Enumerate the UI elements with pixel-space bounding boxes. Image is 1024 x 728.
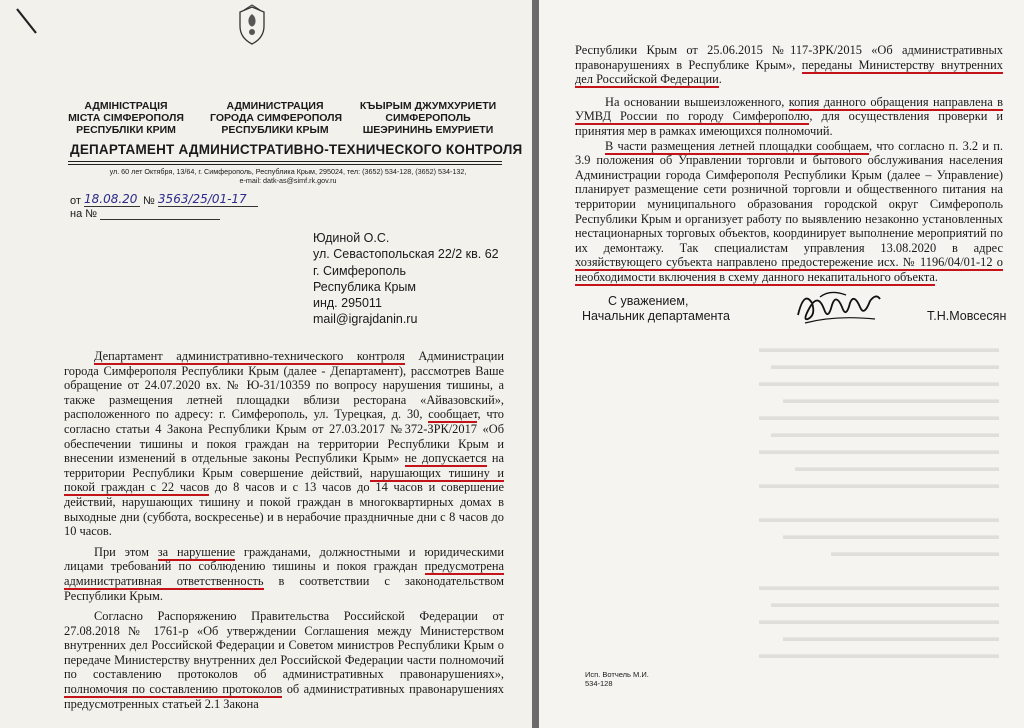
outgoing-ref (70, 192, 258, 207)
text-run: , что согласно статьи 4 Закона Республики Крым от 27.03.2017 №372-ЗРК/2017 «Об обеспечении тишины и покоя граждан на территории Республики Крым и внесении изменений в отдельные законы Республики Крым» (64, 407, 504, 466)
recipient-name: Юдиной О.С. (313, 231, 390, 245)
highlight: копия данного обращения направлена в УМВД России по городу Симферополю (575, 94, 1003, 124)
text-run: в соответствии с законодательством Республики Крым. (64, 573, 504, 603)
to-label: на № (70, 208, 98, 220)
address-text: ул. 60 лет Октября, 13/64, г. Симферополь, Республика Крым, 295024, тел: (3652) 534-128, (3652) 534-132, (109, 167, 467, 176)
org-line: СИМФЕРОПОЛЬ (385, 112, 471, 124)
ref-date: 18.08.20 (83, 192, 138, 206)
text-run: , что согласно п. 3.2 и п. 3.9 положения об Управлении торговли и бытового обслуживания населения Администрации города Симферополя Республики Крым (далее – Управление) планирует размещение сети розничной торговли и общественного питания на территории муниципального образования городской округ Симферополь Республики Крым и организует работу по выявлению незаконно установленных нестационарных торговых объектов, координирует выполнение мероприятий по их демонтажу. Так специалистам управления 13.08.2020 в адрес (575, 138, 1003, 255)
text-run: Республики Крым от 25.06.2015 №117-ЗРК/2015 «Об административных правонарушениях в Республике Крым», (575, 43, 1003, 72)
org-name-russian (210, 100, 343, 136)
signer-position: Начальник департамента (582, 309, 730, 323)
letter-body-page-1 (64, 349, 504, 711)
recipient-postcode: инд. 295011 (313, 296, 382, 311)
highlight: переданы Министерству внутренних дел Российской Федерации (575, 57, 1003, 87)
org-line: РЕСПУБЛІКИ КРИМ (76, 124, 176, 136)
paragraph (64, 349, 504, 539)
text-run: Согласно Распоряжению Правительства Российской Федерации от 27.08.2018 № 1761-р «Об утверждении Соглашения между Министерством внутренних дел Российской Федерации и Советом министров Республики Крым о передаче Министерству внутренних дел Российской Федерации части полномочий по составлению протоколов об административных правонарушениях», (64, 609, 504, 682)
pen-stroke-mark (14, 6, 40, 36)
email-text: e-mail: datk-as@simf.rk.gov.ru (239, 176, 337, 185)
executor-name: Исп. Вотчель М.И. (585, 670, 649, 679)
ref-number: 3563/25/01-17 (157, 192, 247, 206)
text-run: , для осуществления проверки и принятия мер в рамках имеющихся полномочий. (575, 109, 1003, 138)
text-run: . (718, 72, 722, 87)
number-label: № (143, 195, 155, 207)
recipient-email: mail@igrajdanin.ru (313, 312, 418, 327)
org-line: АДМІНІСТРАЦІЯ (84, 100, 168, 112)
highlight: хозяйствующего субъекта направлено предостережение исх. № 1196/04/01-12 о необходимости включения в схему данного некапитального объекта (575, 255, 1003, 284)
recipient-city: г. Симферополь (313, 263, 406, 278)
header-rule (68, 164, 502, 165)
org-line: МІСТА СІМФЕРОПОЛЯ (68, 112, 184, 124)
header-rule (68, 161, 502, 162)
highlight: предусмотрена административная ответственность (64, 559, 504, 588)
highlight: нарушающих тишину и покой граждан с 22 часов (64, 465, 504, 495)
from-label: от (70, 195, 81, 207)
executor-phone: 534-128 (585, 679, 613, 688)
department-address (108, 167, 468, 185)
incoming-ref (70, 207, 220, 220)
highlight: за нарушение (157, 544, 236, 559)
org-name-ukrainian (66, 100, 186, 136)
paragraph (575, 139, 1003, 285)
paragraph (575, 43, 1003, 87)
highlight: В части размещения летней площадки сообщаем (605, 138, 869, 153)
org-name-crimean-tatar (358, 100, 498, 136)
recipient-block (313, 230, 499, 328)
org-line: АДМИНИСТРАЦИЯ (226, 100, 324, 112)
paragraph (64, 609, 504, 711)
department-title: ДЕПАРТАМЕНТ АДМИНИСТРАТИВНО-ТЕХНИЧЕСКОГО КОНТРОЛЯ (70, 142, 523, 157)
text-run: гражданами, должностными и юридическими лицами требований по соблюдению тишины и покоя граждан (64, 544, 505, 574)
paragraph (64, 545, 504, 603)
executor-info (585, 670, 649, 688)
highlight: не допускается (404, 451, 487, 466)
text-run: об административных правонарушениях предусмотренных статьей 2.1 Закона (64, 682, 504, 711)
text-run: . (934, 269, 938, 284)
text-run: На основании вышеизложенного, (605, 94, 789, 109)
org-line: ШЕЭРИНИНЬ ЕМУРИЕТИ (362, 124, 494, 136)
bleed-through: ▬▬▬▬▬▬▬▬▬▬▬▬▬▬▬▬▬▬▬▬ ▬▬▬▬▬▬▬▬▬▬▬▬▬▬▬▬▬▬▬ ▬▬▬▬▬▬▬▬▬▬▬▬▬▬▬▬▬▬▬▬ ▬▬▬▬▬▬▬▬▬▬▬▬▬▬▬▬▬▬ ▬▬▬▬▬▬▬▬▬▬▬▬▬▬▬▬▬▬▬▬ ▬▬▬▬▬▬▬▬▬▬▬▬▬▬▬▬▬▬▬ ▬▬▬▬▬▬▬▬▬▬▬▬▬▬▬▬▬▬▬▬ ▬▬▬▬▬▬▬▬▬▬▬▬▬▬▬▬▬ ▬▬▬▬▬▬▬▬▬▬▬▬▬▬▬▬▬▬▬▬ ▬▬▬▬▬▬▬▬▬▬▬▬▬▬▬▬▬▬▬▬ ▬▬▬▬▬▬▬▬▬▬▬▬▬▬▬▬▬▬ ▬▬▬▬▬▬▬▬▬▬▬▬▬▬ ▬▬▬▬▬▬▬▬▬▬▬▬▬▬▬▬▬▬▬▬ ▬▬▬▬▬▬▬▬▬▬▬▬▬▬▬▬▬▬▬ ▬▬▬▬▬▬▬▬▬▬▬▬▬▬▬▬▬▬▬▬ ▬▬▬▬▬▬▬▬▬▬▬▬▬▬▬▬▬▬ ▬▬▬▬▬▬▬▬▬▬▬▬▬▬▬▬▬▬▬▬ (759, 341, 999, 661)
text-run: При этом (94, 544, 158, 559)
signature-block (582, 294, 730, 324)
crimea-coat-of-arms-icon (235, 4, 269, 46)
highlight: сообщает (428, 407, 478, 422)
recipient-region: Республика Крым (313, 279, 417, 294)
text-run: до 8 часов и с 13 часов до 14 часов и совершение действий, нарушающих тишину и покой граждан в многоквартирных домах в выходные дни (суббота, воскресенье) и в нерабочие праздничные дни с 8 часов до 10 часов. (64, 480, 504, 539)
recipient-street: ул. Севастопольская 22/2 кв. 62 (313, 247, 499, 262)
org-line: ГОРОДА СИМФЕРОПОЛЯ (210, 112, 343, 124)
signer-name: Т.Н.Мовсесян (927, 309, 1007, 323)
handwritten-signature (790, 285, 885, 330)
letter-body-page-2 (575, 43, 1003, 285)
org-line: РЕСПУБЛИКИ КРЫМ (221, 124, 329, 136)
text-run: на территории Республики Крым совершение действий, (64, 451, 505, 480)
closing: С уважением, (608, 294, 689, 308)
text-run: Администрации города Симферополя Республики Крым (далее - Департамент), рассмотрев Ваше обращение от 24.07.2020 вх. № Ю-31/10359 по вопросу нарушения тишины, а также размещения летней площадки вблизи ресторана «Айвазовский», расположенного по адресу: г. Симферополь, ул. Турецкая, д. 30, (64, 349, 504, 422)
highlight: полномочия по составлению протоколов (64, 682, 283, 697)
paragraph (575, 95, 1003, 139)
highlight: Департамент административно-технического контроля (94, 349, 405, 363)
org-line: КЪЫРЫМ ДЖУМХУРИЕТИ (359, 100, 497, 112)
